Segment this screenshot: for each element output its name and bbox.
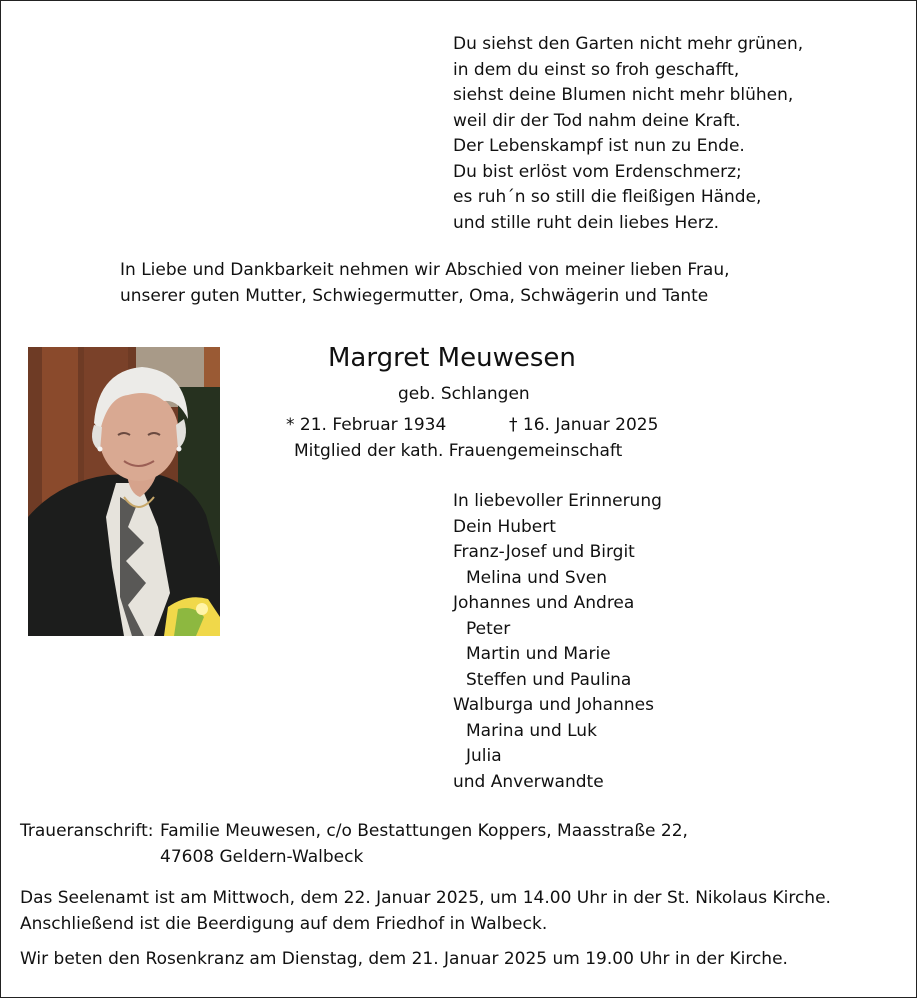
mourning-address [160,819,688,870]
poem-line: in dem du einst so froh geschafft, [453,59,740,80]
family-list [453,489,662,795]
portrait-photo [28,347,220,636]
family-line: Julia [466,746,502,766]
birth-date: * 21. Februar 1934 [286,415,447,435]
family-line: Peter [466,618,511,639]
poem-line: es ruh´n so still die fleißigen Hände, [453,187,762,207]
poem-line: Du siehst den Garten nicht mehr grünen, [453,34,804,54]
service-line: Anschließend ist die Beerdigung auf dem Friedhof in Walbeck. [20,913,548,934]
family-line: Franz-Josef und Birgit [453,542,635,562]
address-line: Familie Meuwesen, c/o Bestattungen Koppers, Maasstraße 22, [160,821,688,841]
intro-line: unserer guten Mutter, Schwiegermutter, Oma, Schwägerin und Tante [120,285,709,306]
family-line: und Anverwandte [453,771,604,792]
deceased-name: Margret Meuwesen [328,343,576,373]
family-line: In liebevoller Erinnerung [453,491,662,511]
rosary-info: Wir beten den Rosenkranz am Dienstag, dem 21. Januar 2025 um 19.00 Uhr in der Kirche. [20,949,788,969]
service-info [20,886,831,937]
poem-line: Der Lebenskampf ist nun zu Ende. [453,136,745,156]
poem [453,32,803,236]
intro-line: In Liebe und Dankbarkeit nehmen wir Abschied von meiner lieben Frau, [120,260,730,280]
service-line: Das Seelenamt ist am Mittwoch, dem 22. Januar 2025, um 14.00 Uhr in der St. Nikolaus Kirche. [20,888,831,908]
death-date: † 16. Januar 2025 [509,415,659,435]
family-line: Melina und Sven [466,567,607,588]
address-label: Traueranschrift: [20,821,154,841]
birth-name: geb. Schlangen [398,384,530,404]
family-line: Steffen und Paulina [466,669,632,690]
family-line: Martin und Marie [466,644,611,664]
poem-line: weil dir der Tod nahm deine Kraft. [453,110,741,131]
poem-line: siehst deine Blumen nicht mehr blühen, [453,85,794,105]
family-line: Walburga und Johannes [453,695,654,715]
family-line: Johannes und Andrea [453,593,635,613]
family-line: Dein Hubert [453,516,556,537]
poem-line: Du bist erlöst vom Erdenschmerz; [453,161,742,182]
poem-line: und stille ruht dein liebes Herz. [453,212,720,233]
family-line: Marina und Luk [466,720,597,741]
intro-text [120,258,730,309]
membership: Mitglied der kath. Frauengemeinschaft [294,441,623,461]
address-line: 47608 Geldern-Walbeck [160,846,364,867]
